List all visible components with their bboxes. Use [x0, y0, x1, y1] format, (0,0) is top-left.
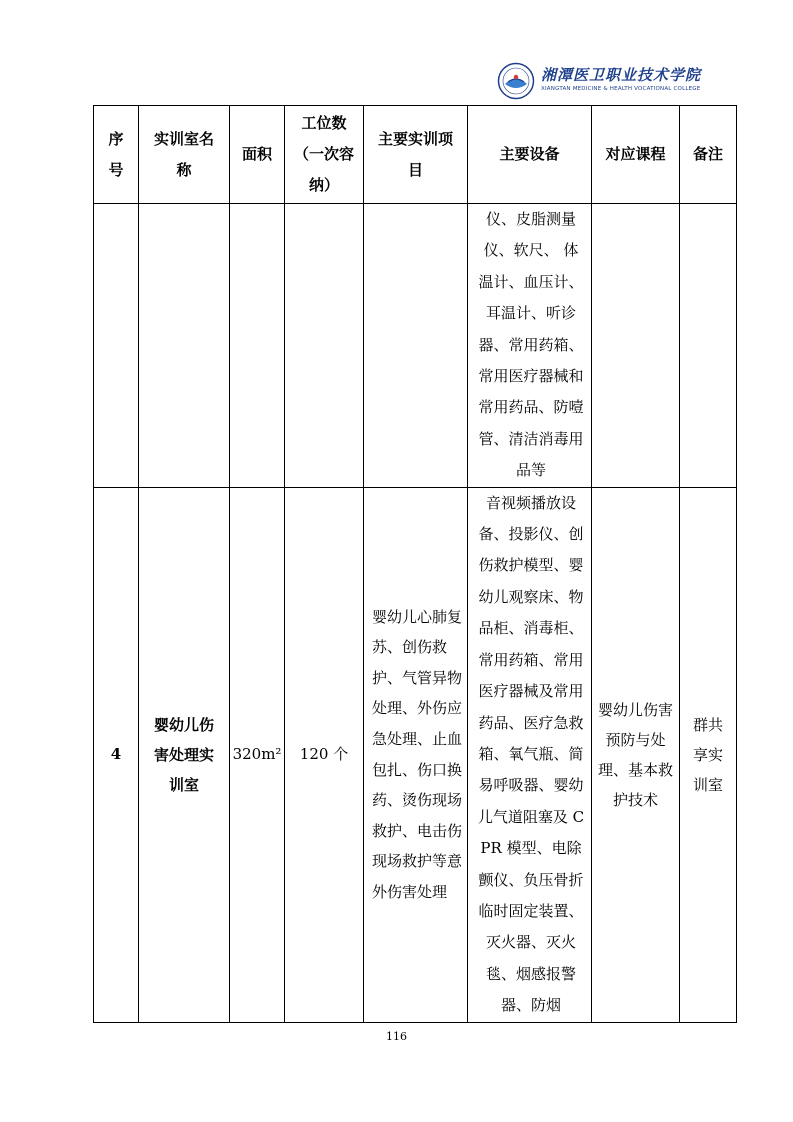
- cell-projects: [364, 204, 468, 488]
- college-name-en: XIANGTAN MEDICINE & HEALTH VOCATIONAL COLLEGE: [541, 86, 701, 92]
- college-name-cn: 湘潭医卫职业技术学院: [541, 66, 702, 84]
- cell-equipment: [468, 487, 592, 1022]
- equipment-text: 仪、皮脂测量仪、软尺、 体温计、血压计、耳温计、听诊器、常用药箱、常用医疗器械和常用药品、防噎管、清洁消毒用品等: [478, 210, 584, 480]
- cell-area: 320m²: [230, 487, 285, 1022]
- equipment-text: 音视频播放设备、投影仪、创伤救护模型、婴幼儿观察床、物品柜、消毒柜、常用药箱、常用医疗器械及常用药品、医疗急救箱、氧气瓶、简易呼吸器、婴幼儿气道阻塞及 CPR 模型、电除颤仪、负压骨折临时固定装置、灭火器、灭火毯、烟感报警器、防烟: [477, 493, 585, 1015]
- notes-text: 群共享实训室: [692, 715, 723, 794]
- cell-stations: [285, 204, 364, 488]
- header-stations: 工位数（一次容纳）: [285, 106, 364, 204]
- cell-notes: [680, 204, 737, 488]
- cell-courses: [592, 487, 680, 1022]
- header-room-name: 实训室名称: [139, 106, 230, 204]
- cell-room-name: [139, 487, 230, 1022]
- page-number: 116: [386, 1030, 407, 1043]
- cell-notes: [680, 487, 737, 1022]
- cell-courses: [592, 204, 680, 488]
- table-header-row: [94, 106, 737, 204]
- cell-area: [230, 204, 285, 488]
- header-projects: 主要实训项目: [364, 106, 468, 204]
- table-row: [94, 487, 737, 1022]
- header-area: 面积: [230, 106, 285, 204]
- table-row: [94, 204, 737, 488]
- projects-text: 婴幼儿心肺复苏、创伤救护、气管异物处理、外伤应急处理、止血包扎、伤口换药、烫伤现场救护、电击伤现场救护等意外伤害处理: [372, 607, 463, 901]
- room-name-text: 婴幼儿伤害处理实训室: [153, 715, 214, 794]
- college-logo: [497, 62, 702, 102]
- header-equipment: 主要设备: [468, 106, 592, 204]
- header-seq: 序号: [94, 106, 139, 204]
- header-courses: 对应课程: [592, 106, 680, 204]
- training-room-table: [93, 105, 737, 1023]
- cell-seq: 4: [94, 487, 139, 1022]
- cell-room-name: [139, 204, 230, 488]
- header-notes: 备注: [680, 106, 737, 204]
- cell-seq: [94, 204, 139, 488]
- cell-projects: [364, 487, 468, 1022]
- college-emblem-icon: [497, 62, 535, 100]
- cell-stations: 120 个: [285, 487, 364, 1022]
- courses-text: 婴幼儿伤害预防与处理、基本救护技术: [598, 700, 674, 809]
- cell-equipment: [468, 204, 592, 488]
